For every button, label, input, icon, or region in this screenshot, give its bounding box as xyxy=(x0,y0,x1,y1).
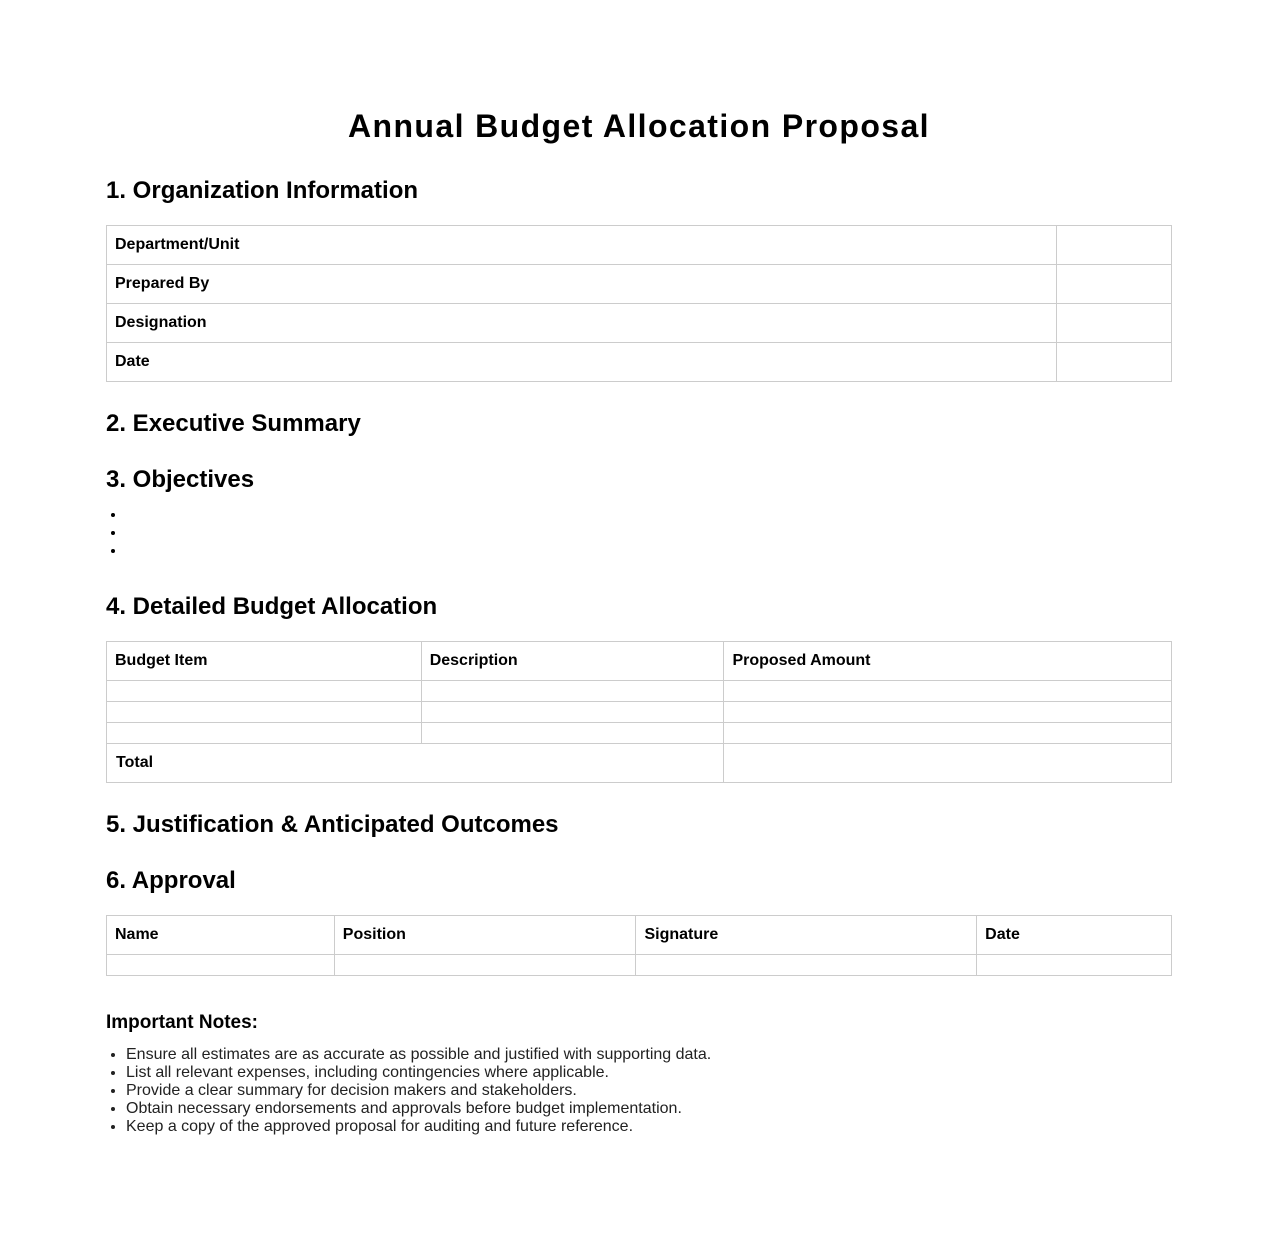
proposed-amount-cell[interactable] xyxy=(724,723,1172,744)
table-row xyxy=(107,226,1172,265)
approval-table xyxy=(106,915,1172,976)
budget-item-cell[interactable] xyxy=(107,723,422,744)
table-row xyxy=(107,702,1172,723)
table-row xyxy=(107,955,1172,976)
department-value[interactable] xyxy=(1057,226,1172,265)
approver-signature-cell[interactable] xyxy=(636,955,977,976)
list-item: • Keep a copy of the approved proposal for auditing and future reference. xyxy=(126,1118,1172,1136)
description-cell[interactable] xyxy=(421,723,724,744)
objectives-list xyxy=(106,506,1172,560)
table-row xyxy=(107,681,1172,702)
total-row xyxy=(107,744,1172,783)
list-item: • List all relevant expenses, including contingencies where applicable. xyxy=(126,1064,1172,1082)
signature-header: Signature xyxy=(636,916,977,955)
prepared-by-value[interactable] xyxy=(1057,265,1172,304)
department-label: Department/Unit xyxy=(107,226,1057,265)
description-header: Description xyxy=(421,642,724,681)
list-item[interactable] xyxy=(126,542,1172,560)
table-row xyxy=(107,723,1172,744)
proposed-amount-cell[interactable] xyxy=(724,702,1172,723)
prepared-by-label: Prepared By xyxy=(107,265,1057,304)
document-title: Annual Budget Allocation Proposal xyxy=(348,108,930,144)
section-heading-justification: 5. Justification & Anticipated Outcomes xyxy=(106,811,559,838)
approval-date-header: Date xyxy=(977,916,1172,955)
designation-label: Designation xyxy=(107,304,1057,343)
table-header-row xyxy=(107,642,1172,681)
list-item: • Obtain necessary endorsements and approvals before budget implementation. xyxy=(126,1100,1172,1118)
approval-date-cell[interactable] xyxy=(977,955,1172,976)
section-heading-objectives: 3. Objectives xyxy=(106,466,255,493)
total-label: Total xyxy=(107,744,724,783)
budget-item-header: Budget Item xyxy=(107,642,422,681)
approver-position-cell[interactable] xyxy=(334,955,636,976)
budget-item-cell[interactable] xyxy=(107,681,422,702)
description-cell[interactable] xyxy=(421,681,724,702)
budget-item-cell[interactable] xyxy=(107,702,422,723)
table-row xyxy=(107,265,1172,304)
list-item: • Provide a clear summary for decision makers and stakeholders. xyxy=(126,1082,1172,1100)
designation-value[interactable] xyxy=(1057,304,1172,343)
section-heading-organization: 1. Organization Information xyxy=(106,177,419,204)
description-cell[interactable] xyxy=(421,702,724,723)
position-header: Position xyxy=(334,916,636,955)
date-label: Date xyxy=(107,343,1057,382)
list-item[interactable] xyxy=(126,506,1172,524)
table-row xyxy=(107,343,1172,382)
section-heading-approval: 6. Approval xyxy=(106,867,236,894)
list-item: • Ensure all estimates are as accurate as possible and justified with supporting data. xyxy=(126,1046,1172,1064)
name-header: Name xyxy=(107,916,335,955)
notes-heading: Important Notes: xyxy=(106,1012,258,1033)
section-heading-budget: 4. Detailed Budget Allocation xyxy=(106,593,438,620)
table-row xyxy=(107,304,1172,343)
organization-info-table xyxy=(106,225,1172,382)
date-value[interactable] xyxy=(1057,343,1172,382)
budget-allocation-table xyxy=(106,641,1172,783)
approver-name-cell[interactable] xyxy=(107,955,335,976)
total-value[interactable] xyxy=(724,744,1172,783)
table-header-row xyxy=(107,916,1172,955)
proposed-amount-cell[interactable] xyxy=(724,681,1172,702)
notes-list xyxy=(106,1046,1172,1136)
list-item[interactable] xyxy=(126,524,1172,542)
proposed-amount-header: Proposed Amount xyxy=(724,642,1172,681)
document-page xyxy=(106,0,1172,1136)
section-heading-summary: 2. Executive Summary xyxy=(106,410,361,437)
